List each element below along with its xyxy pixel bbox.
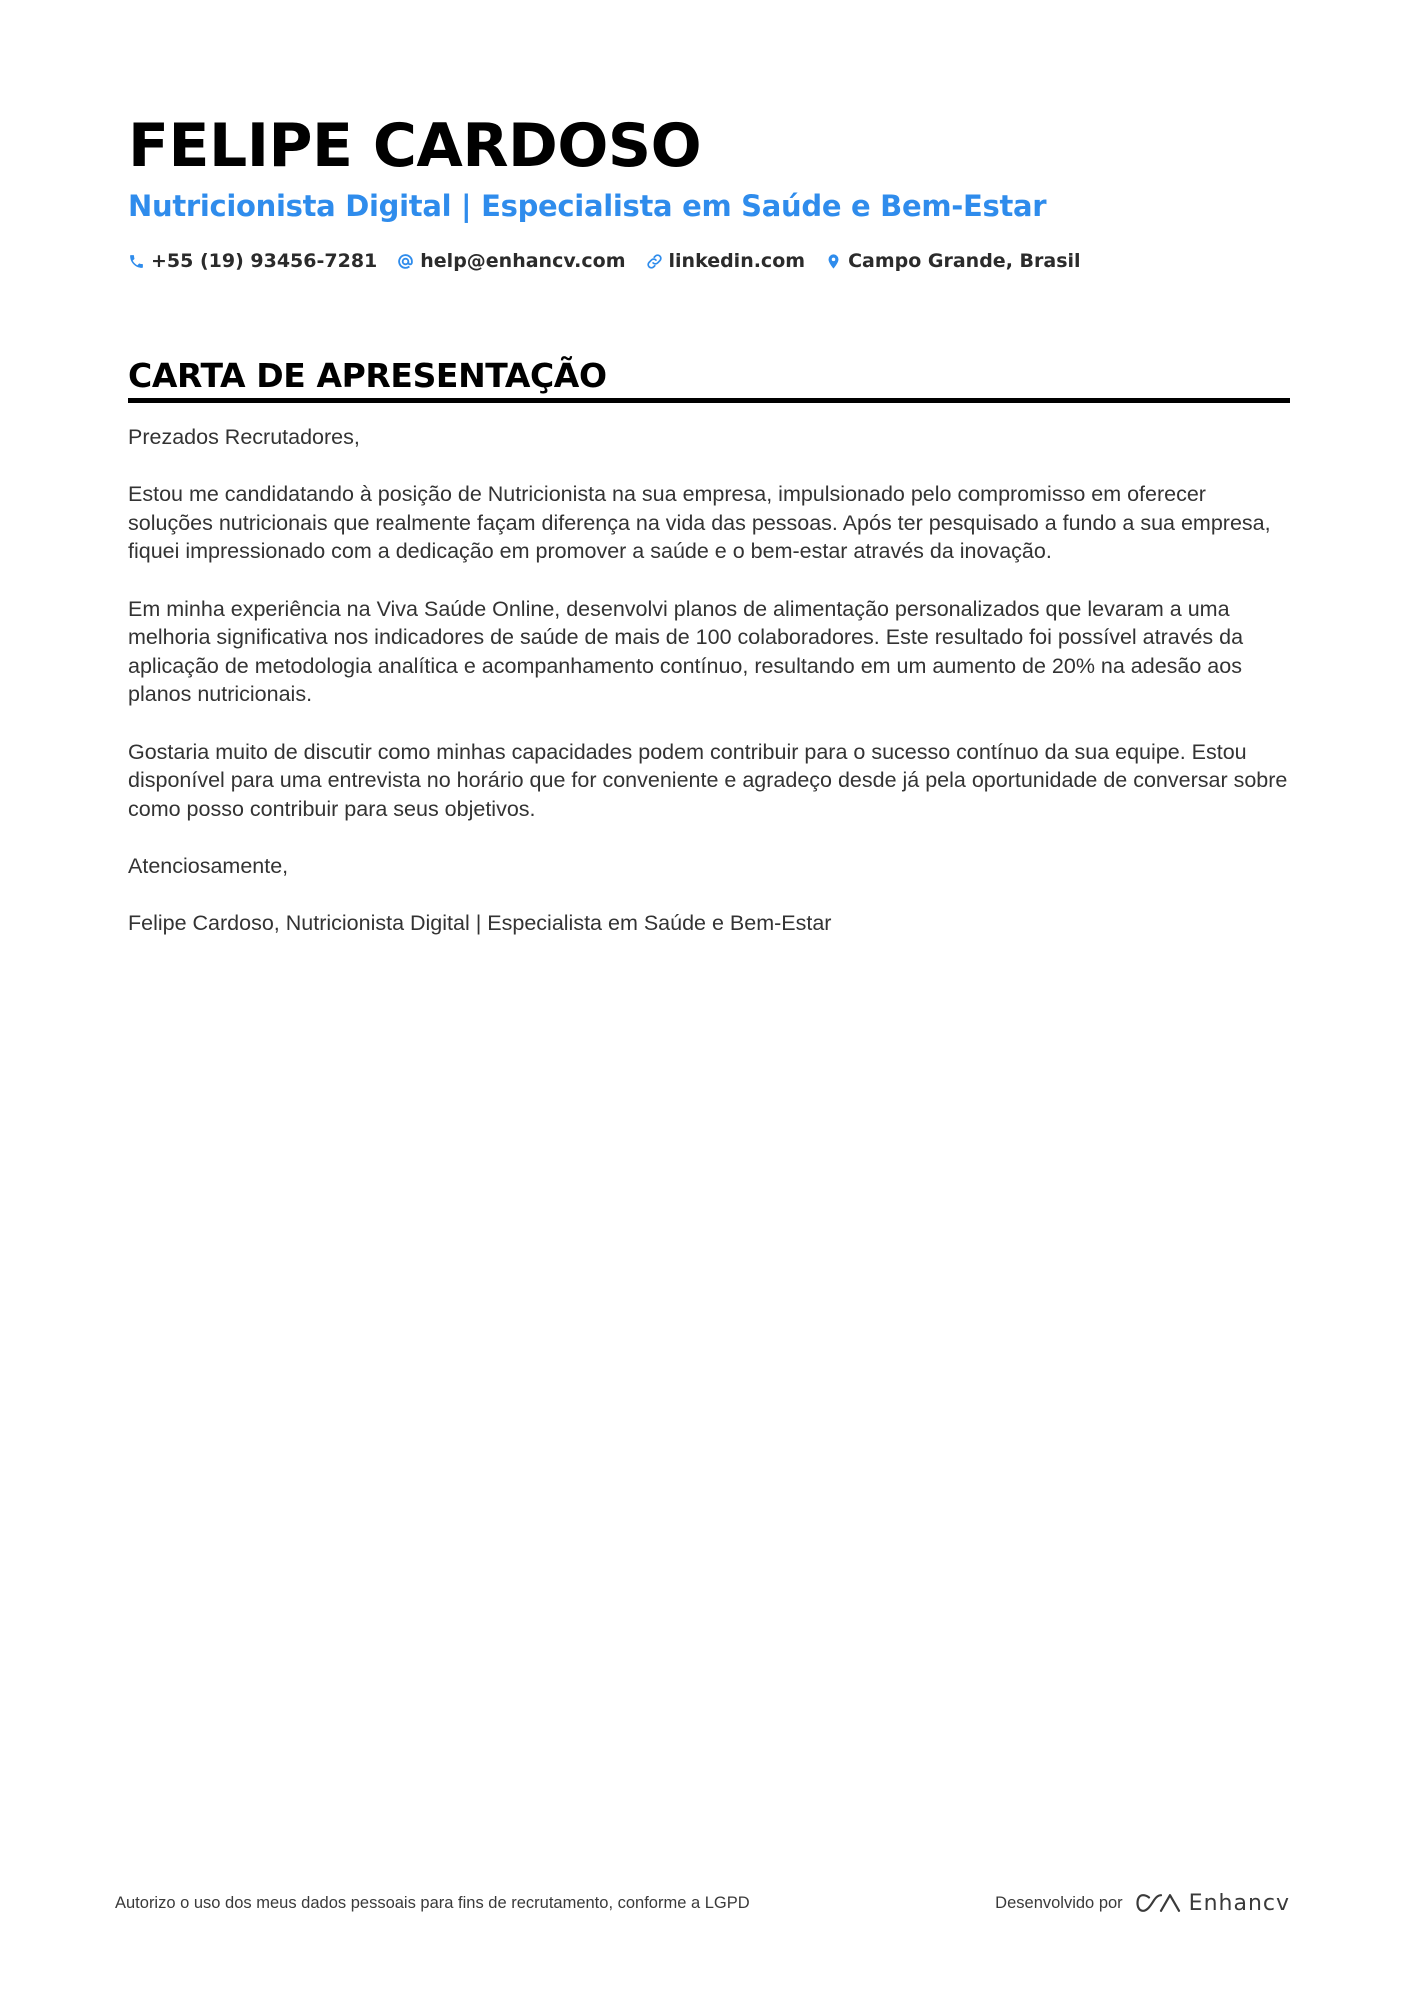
letter-signature: Felipe Cardoso, Nutricionista Digital | Especialista em Saúde e Bem-Estar: [128, 911, 832, 936]
brand-logo: [1135, 1890, 1290, 1916]
brand-name: Enhancv: [1188, 1890, 1290, 1916]
applicant-role: Nutricionista Digital | Especialista em Saúde e Bem-Estar: [128, 189, 1047, 223]
applicant-name: FELIPE CARDOSO: [128, 111, 702, 181]
page-footer: [115, 1890, 1290, 1916]
section-title: CARTA DE APRESENTAÇÃO: [128, 356, 1290, 403]
phone-text: +55 (19) 93456-7281: [151, 250, 378, 272]
contact-bar: [128, 250, 1290, 272]
letter-body: [128, 423, 1290, 938]
contact-phone[interactable]: [128, 250, 377, 272]
letter-closing: Atenciosamente,: [128, 853, 289, 878]
cover-letter-page: [128, 108, 1290, 966]
contact-linkedin[interactable]: [646, 250, 806, 272]
contact-location: [825, 250, 1080, 272]
consent-text: Autorizo o uso dos meus dados pessoais para fins de recrutamento, conforme a LGPD: [115, 1893, 750, 1912]
phone-icon: [128, 253, 145, 270]
email-text: help@enhancv.com: [420, 250, 626, 272]
powered-by-label: Desenvolvido por: [995, 1893, 1123, 1912]
at-icon: [397, 253, 414, 270]
link-icon: [646, 253, 663, 270]
location-pin-icon: [825, 253, 842, 270]
letter-paragraph: Gostaria muito de discutir como minhas capacidades podem contribuir para o sucesso contínuo da sua equipe. Estou disponível para uma entrevista no horário que for conveniente e agradeço desde já pela oportunidade de conversar sobre como posso contribuir para seus objetivos.: [128, 739, 1288, 821]
letter-greeting: Prezados Recrutadores,: [128, 425, 360, 449]
brand-credit[interactable]: [995, 1890, 1290, 1916]
letter-paragraph: Em minha experiência na Viva Saúde Online, desenvolvi planos de alimentação personalizados que levaram a uma melhoria significativa nos indicadores de saúde de mais de 100 colaboradores. Este resultado foi possível através da aplicação de metodologia analítica e acompanhamento contínuo, resultando em um aumento de 20% na adesão aos planos nutricionais.: [128, 596, 1244, 707]
enhancv-logo-icon: [1135, 1890, 1181, 1916]
location-text: Campo Grande, Brasil: [848, 250, 1081, 272]
letter-paragraph: Estou me candidatando à posição de Nutricionista na sua empresa, impulsionado pelo compromisso em oferecer soluções nutricionais que realmente façam diferença na vida das pessoas. Após ter pesquisado a fundo a sua empresa, fiquei impressionado com a dedicação em promover a saúde e o bem-estar através da inovação.: [128, 482, 1271, 564]
linkedin-text: linkedin.com: [668, 250, 806, 272]
contact-email[interactable]: [397, 250, 625, 272]
